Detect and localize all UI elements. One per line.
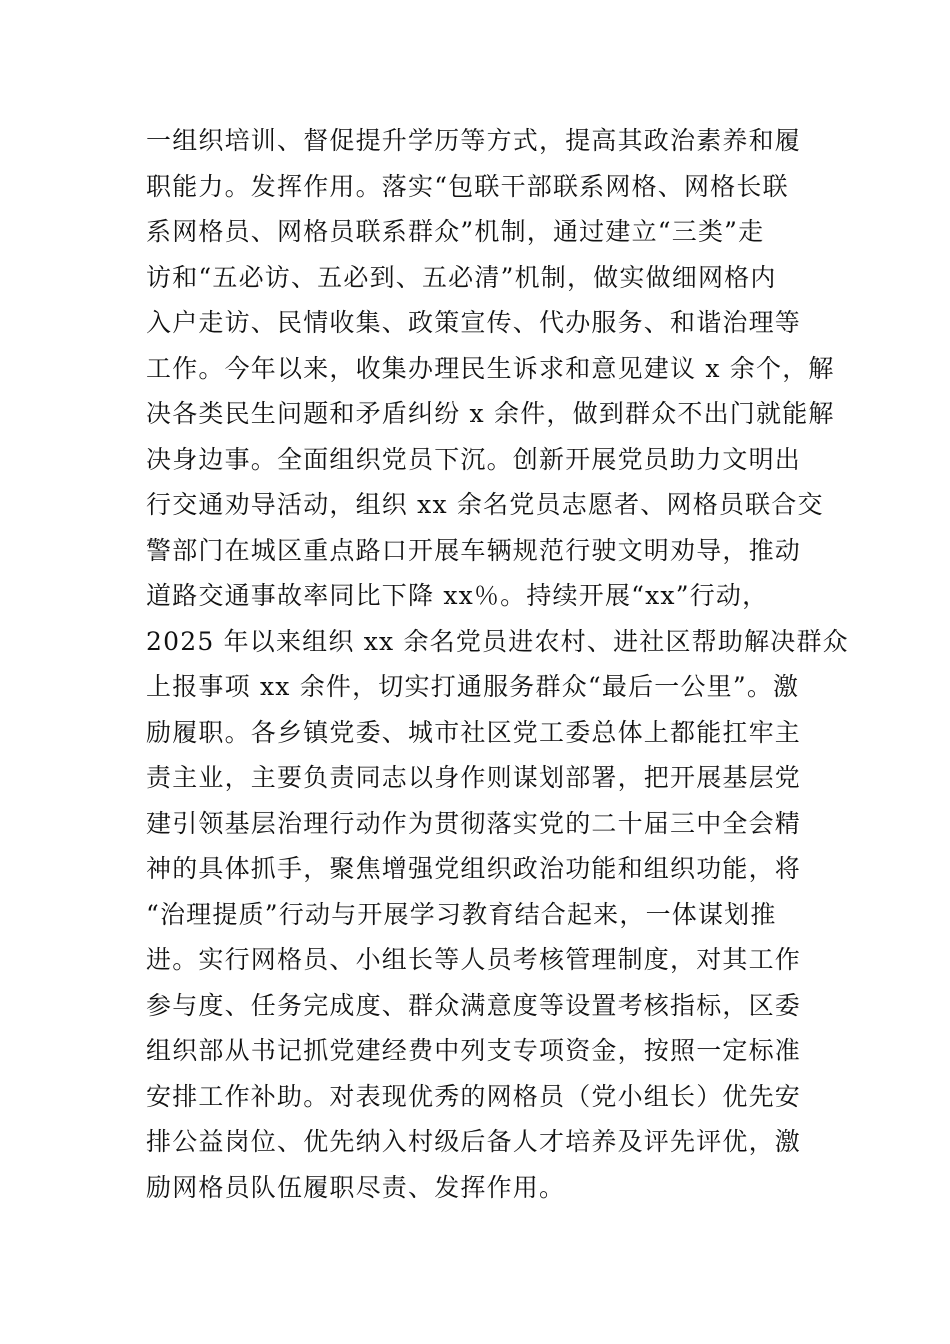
text-line: 参与度、任务完成度、群众满意度等设置考核指标，区委 [146,990,802,1020]
text-line: 安排工作补助。对表现优秀的网格员（党小组长）优先安 [146,1081,802,1111]
text-line: 访和“五必访、五必到、五必清”机制，做实做细网格内 [146,262,777,292]
text-line: 上报事项 xx 余件，切实打通服务群众“最后一公里”。激 [146,672,800,701]
text-line: 工作。今年以来，收集办理民生诉求和意见建议 x 余个，解 [146,353,835,383]
text-line: “治理提质”行动与开展学习教育结合起来，一体谋划推 [146,899,777,929]
text-line: 行交通劝导活动，组织 xx 余名党员志愿者、网格员联合交 [146,490,824,519]
text-line: 神的具体抓手，聚焦增强党组织政治功能和组织功能，将 [146,854,802,883]
text-line: 建引领基层治理行动作为贯彻落实党的二十届三中全会精 [146,808,802,838]
text-line: 责主业，主要负责同志以身作则谋划部署，把开展基层党 [146,763,802,792]
text-line: 排公益岗位、优先纳入村级后备人才培养及评先评优，激 [146,1127,802,1156]
text-line: 决各类民生问题和矛盾纠纷 x 余件，做到群众不出门就能解 [146,399,835,428]
text-line: 一组织培训、督促提升学历等方式，提高其政治素养和履 [146,126,802,155]
text-line: 励履职。各乡镇党委、城市社区党工委总体上都能扛牢主 [146,717,802,747]
text-line: 入户走访、民情收集、政策宣传、代办服务、和谐治理等 [146,308,802,337]
text-line: 2025 年以来组织 xx 余名党员进农村、进社区帮助解决群众 [146,626,849,656]
text-line: 决身边事。全面组织党员下沉。创新开展党员助力文明出 [146,444,802,474]
text-line: 系网格员、网格员联系群众”机制，通过建立“三类”走 [146,217,765,246]
text-line: 组织部从书记抓党建经费中列支专项资金，按照一定标准 [146,1036,802,1065]
text-line: 警部门在城区重点路口开展车辆规范行驶文明劝导，推动 [146,535,802,565]
text-line: 道路交通事故率同比下降 xx％。持续开展“xx”行动， [146,581,769,610]
text-line: 职能力。发挥作用。落实“包联干部联系网格、网格长联 [146,171,789,201]
text-line: 进。实行网格员、小组长等人员考核管理制度，对其工作 [146,945,802,974]
body-text [146,118,849,1210]
text-line: 励网格员队伍履职尽责、发挥作用。 [146,1172,566,1202]
